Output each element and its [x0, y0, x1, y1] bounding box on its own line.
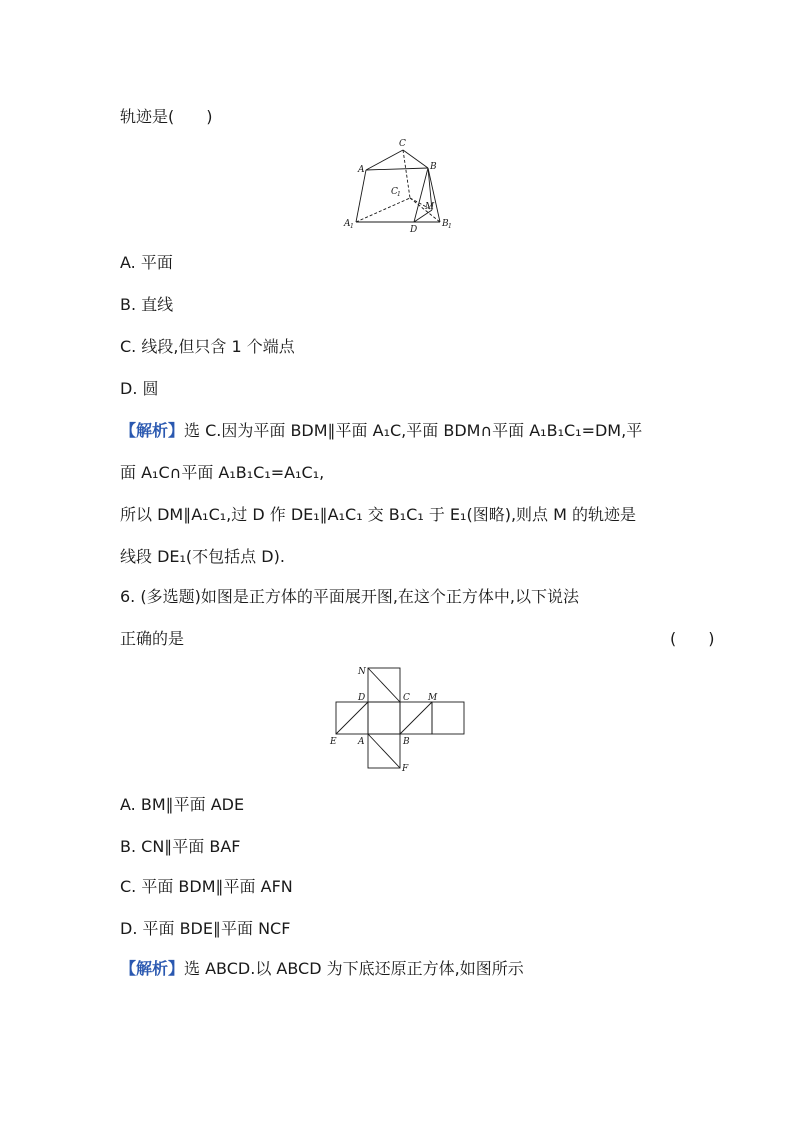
diag-bm [400, 702, 432, 734]
q5-option-c: C. 线段,但只含 1 个端点 [120, 337, 295, 356]
q5-analysis-line4: 线段 DE₁(不包括点 D). [120, 547, 285, 566]
q5-analysis-line3: 所以 DM∥A₁C₁,过 D 作 DE₁∥A₁C₁ 交 B₁C₁ 于 E₁(图略),则点 M 的轨迹是 [120, 505, 637, 524]
analysis-tag: 【解析】 [120, 421, 185, 440]
label-b1-sub: 1 [448, 223, 452, 230]
edge-aa1 [356, 170, 366, 222]
q5-option-b: B. 直线 [120, 295, 174, 314]
diag-af [368, 734, 400, 768]
question6-stem-line2: 正确的是 [120, 629, 185, 648]
label-a1: A [344, 219, 351, 229]
question5-stem-tail: 轨迹是( ) [120, 107, 213, 126]
label-c1: C [391, 187, 398, 197]
edge-ab [366, 168, 428, 170]
label-a1-sub: 1 [350, 223, 354, 230]
analysis-tag: 【解析】 [120, 959, 185, 978]
frustum-figure [336, 136, 466, 240]
q6-analysis [120, 958, 524, 980]
label-f: F [402, 764, 409, 774]
label-d: D [358, 693, 366, 703]
net-face-center [368, 702, 400, 734]
label-m: M [428, 693, 438, 703]
answer-blank: ( ) [670, 629, 715, 648]
q6-option-a: A. BM∥平面 ADE [120, 795, 245, 814]
label-b: B [403, 737, 410, 747]
label-a: A [358, 165, 365, 175]
diag-ed [336, 702, 368, 734]
q5-option-a: A. 平面 [120, 253, 173, 272]
label-a: A [358, 737, 365, 747]
q5-analysis-line1 [120, 420, 642, 442]
edge-a1c1-hidden [356, 198, 410, 222]
label-c: C [403, 693, 410, 703]
q6-option-c: C. 平面 BDM∥平面 AFN [120, 877, 293, 896]
edge-cb [403, 150, 428, 168]
label-c1-sub: 1 [397, 191, 401, 198]
diag-nc [368, 668, 400, 702]
cube-net-figure [328, 664, 468, 778]
label-n: N [358, 667, 366, 677]
question6-stem-line1: 6. (多选题)如图是正方体的平面展开图,在这个正方体中,以下说法 [120, 587, 580, 606]
label-b: B [430, 162, 437, 172]
label-b1: B [442, 219, 449, 229]
analysis-text: 选 C.因为平面 BDM∥平面 A₁C,平面 BDM∩平面 A₁B₁C₁=DM,平 [184, 421, 643, 440]
edge-ac [366, 150, 403, 170]
q6-option-d: D. 平面 BDE∥平面 NCF [120, 919, 291, 938]
net-face-far-right [432, 702, 464, 734]
q5-option-d: D. 圆 [120, 379, 159, 398]
label-c: C [399, 139, 406, 149]
label-m: M [425, 202, 435, 212]
q6-option-b: B. CN∥平面 BAF [120, 837, 241, 856]
label-e: E [330, 737, 337, 747]
analysis-text: 选 ABCD.以 ABCD 为下底还原正方体,如图所示 [184, 959, 524, 978]
label-d: D [410, 225, 418, 235]
edge-cc1-hidden [403, 150, 410, 198]
q5-analysis-line2: 面 A₁C∩平面 A₁B₁C₁=A₁C₁, [120, 463, 325, 482]
